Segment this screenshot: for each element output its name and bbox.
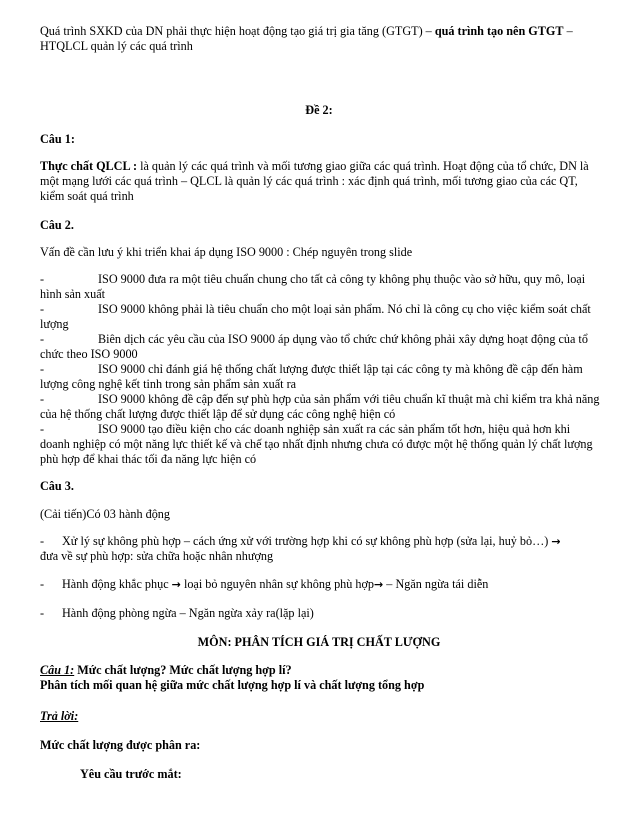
intro-paragraph bbox=[40, 24, 600, 54]
cau2-heading: Câu 2. bbox=[40, 218, 74, 232]
intro-text-end: – HTQLCL quản lý các quá trình bbox=[40, 24, 573, 53]
cau2-list bbox=[40, 272, 600, 467]
cau2-intro: Vấn đề cần lưu ý khi triển khai áp dụng ISO 9000 : Chép nguyên trong slide bbox=[40, 245, 413, 259]
cau3-heading: Câu 3. bbox=[40, 479, 74, 493]
list-item: - Biên dịch các yêu cầu của ISO 9000 áp dụng vào tổ chức chứ không phải xây dựng hoạt động của tổ chức theo ISO 9000 bbox=[40, 332, 588, 361]
intro-bold: quá trình tạo nên GTGT bbox=[434, 24, 564, 38]
cau1-heading: Câu 1: bbox=[40, 132, 75, 146]
question-1: Câu 1: Mức chất lượng? Mức chất lượng hợp lí? Phân tích mối quan hệ giữa mức chất lượng hợp lí và chất lượng tổng hợp bbox=[40, 663, 425, 692]
list-item: - ISO 9000 đưa ra một tiêu chuẩn chung cho tất cả công ty không phụ thuộc vào sở hữu, quy mô, loại hình sản xuất bbox=[40, 272, 586, 301]
list-item: - ISO 9000 tạo điều kiện cho các doanh nghiệp sản xuất ra các sản phẩm tốt hơn, hiệu quả hơn khi doanh nghiệp có một năng lực thiết kế và chế tạo nhất định nhưng chưa có được một hệ thống quản lý chất lượng phù hợp để khai thác tối đa năng lực hiện có bbox=[40, 422, 593, 466]
cau3-item-1: - Xử lý sự không phù hợp – cách ứng xử với trường hợp khi có sự không phù hợp (sửa lại, huỷ bỏ…) → đưa về sự phù hợp: sửa chữa hoặc nhân nhượng bbox=[40, 534, 561, 563]
cau1-text: là quản lý các quá trình và mối tương giao giữa các quá trình. Hoạt động của tổ chức, DN là một mạng lưới các quá trình – QLCL là quản lý các quá trình : xác định quá trình, mối tương giao của các QT, kiểm soát quá trình bbox=[40, 159, 589, 203]
de2-heading: Đề 2: bbox=[305, 103, 333, 117]
arrow-right-icon: → bbox=[551, 535, 561, 548]
subject-heading: MÔN: PHÂN TÍCH GIÁ TRỊ CHẤT LƯỢNG bbox=[197, 635, 441, 649]
cau3-item-2: - Hành động khắc phục → loại bỏ nguyên nhân sự không phù hợp→ – Ngăn ngừa tái diễn bbox=[40, 577, 489, 591]
answer-label: Trả lời: bbox=[40, 709, 79, 723]
list-item: - ISO 9000 chỉ đánh giá hệ thống chất lượng được thiết lập tại các công ty mà không đề cập đến hàm lượng công nghệ kết tinh trong sản phẩm sản xuất ra bbox=[40, 362, 583, 391]
question-1-label: Câu 1: bbox=[40, 663, 75, 677]
list-item: - ISO 9000 không đề cập đến sự phù hợp của sản phẩm với tiêu chuẩn kĩ thuật mà chỉ kiểm tra khả năng của hệ thống chất lượng được thiết lập để sử dụng các công nghệ hiện có bbox=[40, 392, 600, 421]
arrow-right-icon: → bbox=[374, 578, 384, 591]
intro-text: Quá trình SXKD của DN phải thực hiện hoạt động tạo giá trị gia tăng (GTGT) – bbox=[40, 24, 435, 38]
muc-heading: Mức chất lượng được phân ra: bbox=[40, 738, 201, 752]
cau3-item-3: - Hành động phòng ngừa – Ngăn ngừa xảy ra(lặp lại) bbox=[40, 606, 314, 620]
cau1-paragraph bbox=[40, 159, 600, 204]
cau3-intro: (Cải tiến)Có 03 hành động bbox=[40, 507, 170, 521]
yeucau-heading: Yêu cầu trước mắt: bbox=[80, 767, 182, 781]
arrow-right-icon: → bbox=[171, 578, 181, 591]
list-item: - ISO 9000 không phải là tiêu chuẩn cho một loại sản phẩm. Nó chỉ là công cụ cho việc kiểm soát chất lượng bbox=[40, 302, 591, 331]
cau1-lead: Thực chất QLCL : bbox=[40, 159, 138, 173]
